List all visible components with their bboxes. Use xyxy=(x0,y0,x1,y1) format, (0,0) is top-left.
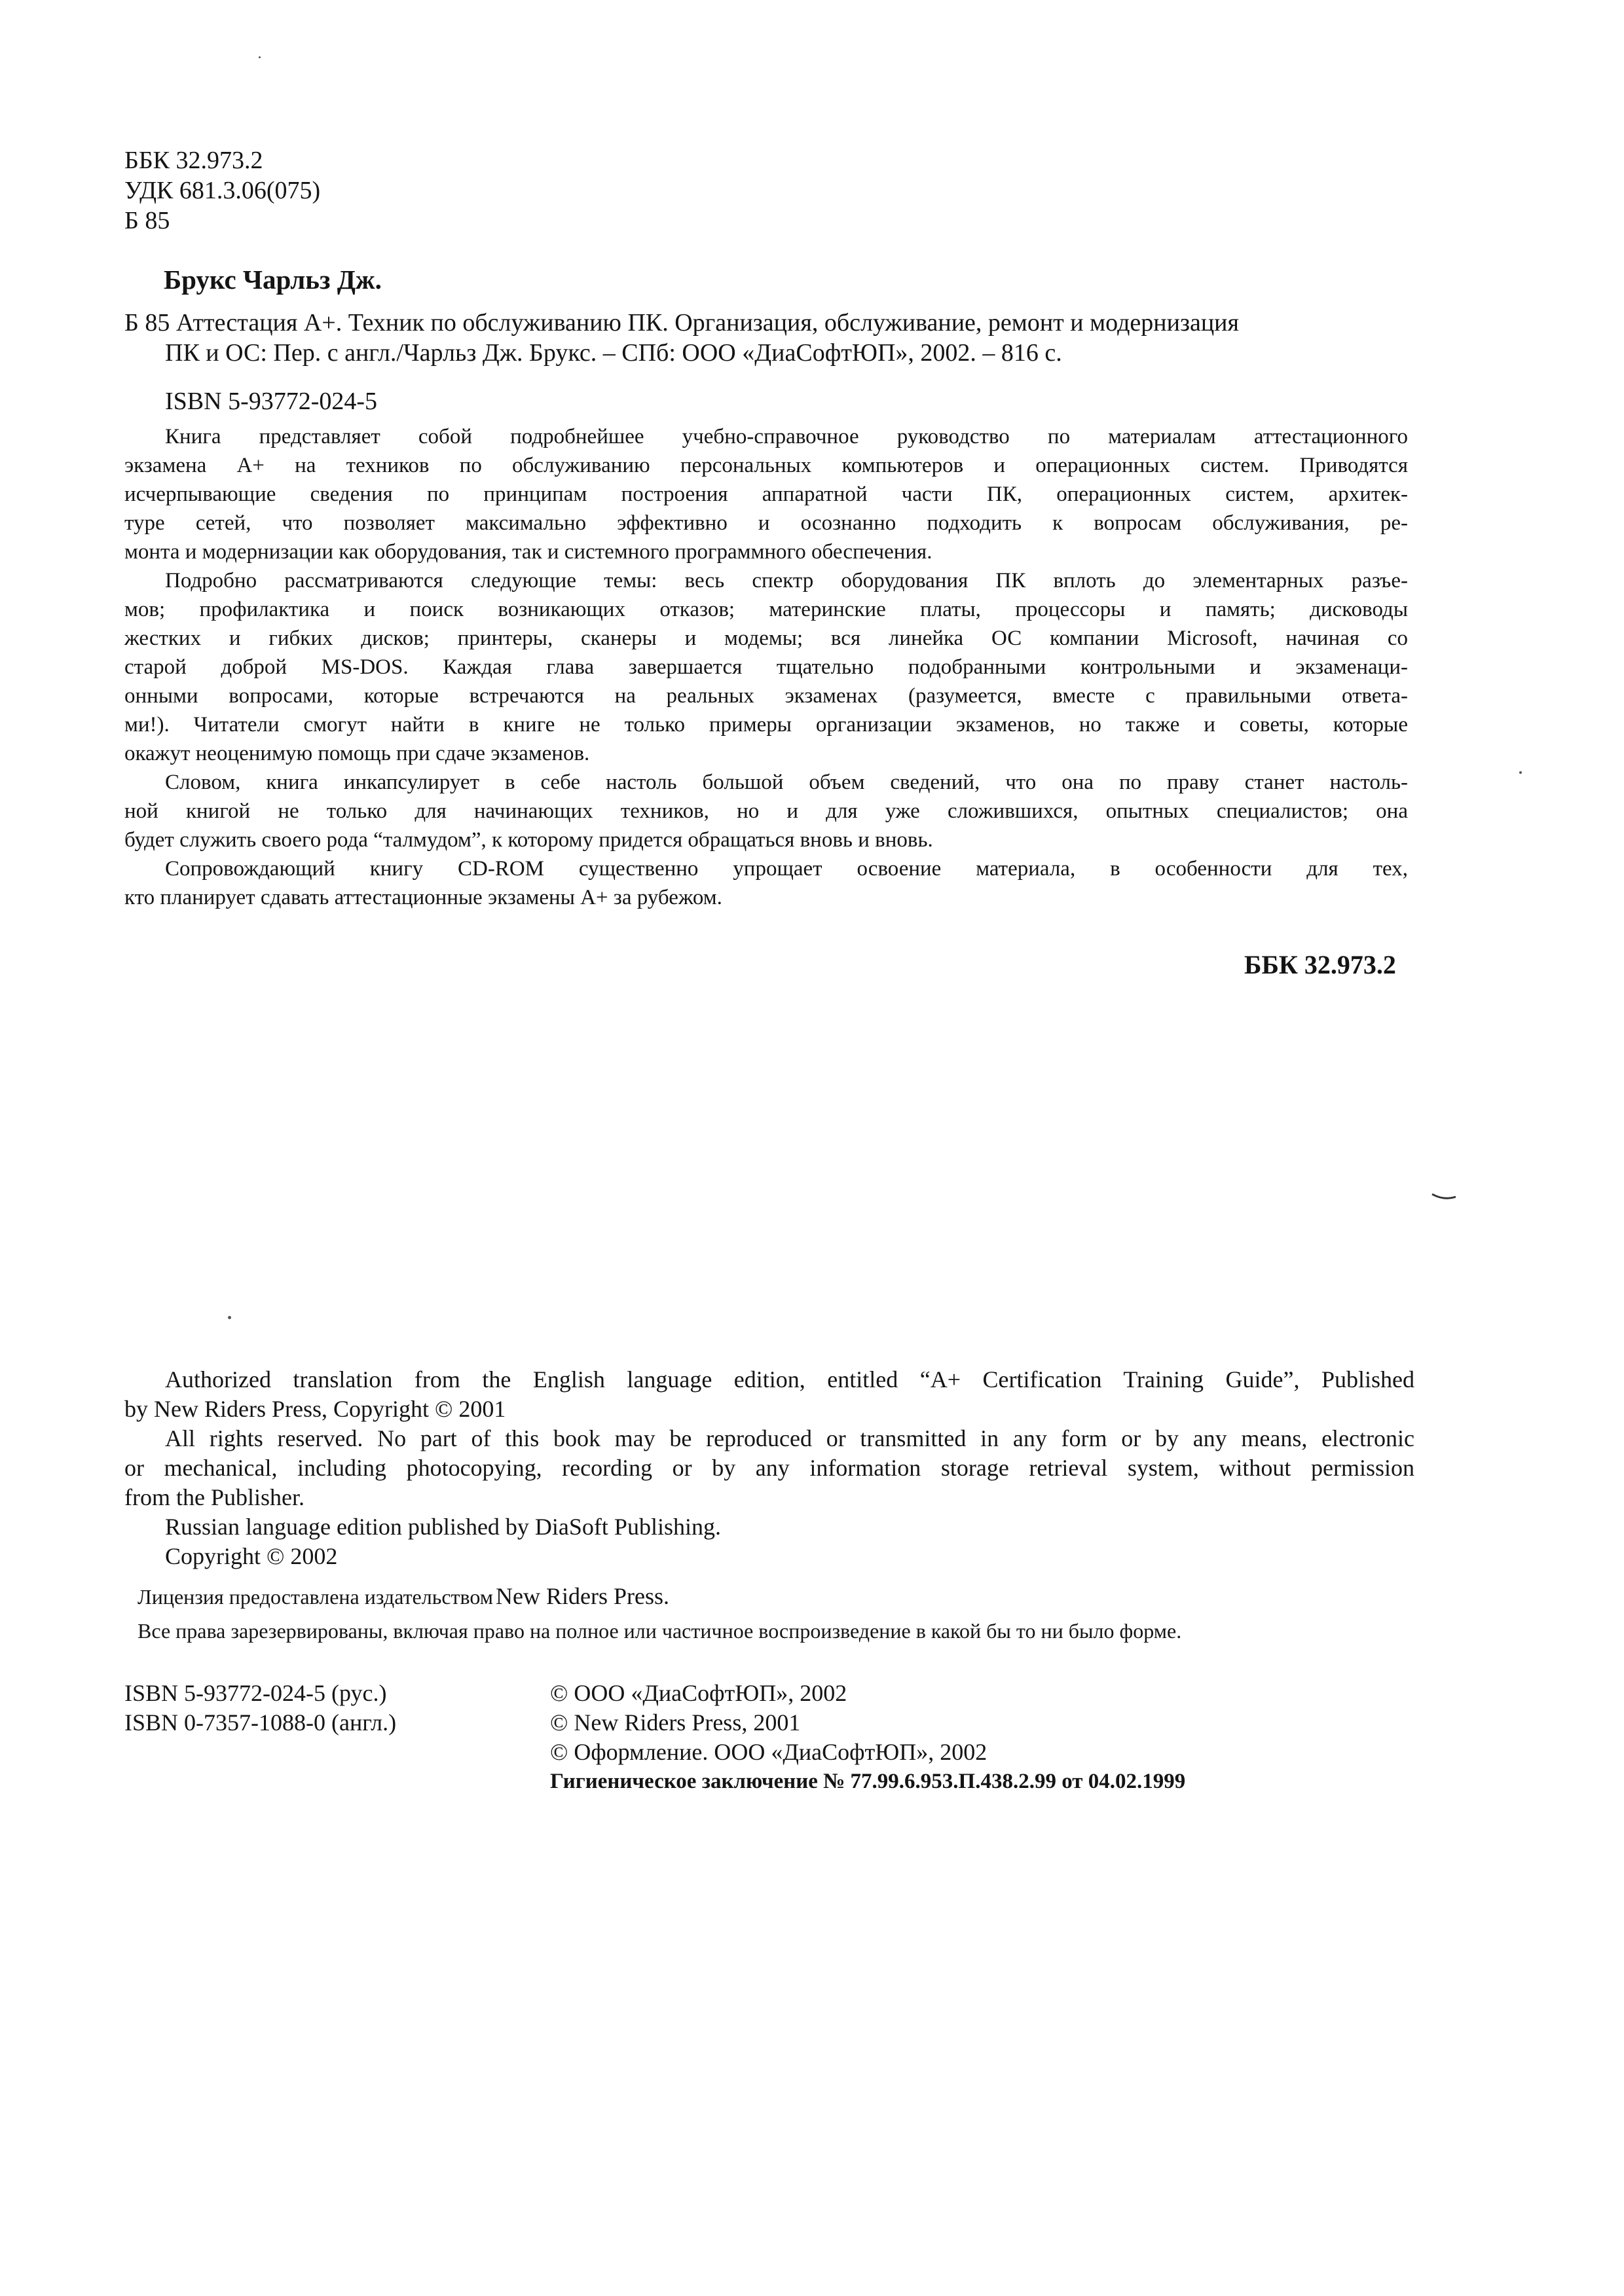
bbk-footer-code: ББК 32.973.2 xyxy=(1244,950,1396,979)
abstract-line: ной книгой не только для начинающих техников, но и для уже сложившихся, опытных специалистов; она xyxy=(124,799,1408,823)
abstract-line: мов; профилактика и поиск возникающих отказов; материнские платы, процессоры и память; дисководы xyxy=(124,598,1408,621)
notice-line: Russian language edition published by DiaSoft Publishing. xyxy=(165,1514,721,1540)
license-prefix: Лицензия предоставлена издательством xyxy=(138,1585,494,1609)
abstract-line: Книга представляет собой подробнейшее учебно-справочное руководство по материалам аттестационного xyxy=(165,425,1408,448)
udk-code: УДК 681.3.06(075) xyxy=(124,177,321,204)
abstract-line: старой доброй MS-DOS. Каждая глава завершается тщательно подобранными контрольными и экзаменаци- xyxy=(124,655,1408,679)
abstract-line: онными вопросами, которые встречаются на реальных экзаменах (разумеется, вместе с правильными ответа- xyxy=(124,684,1408,708)
rights-reserved-ru: Все права зарезервированы, включая право на полное или частичное воспроизведение в какой бы то ни было форме. xyxy=(138,1619,1182,1643)
author-mark: Б 85 xyxy=(124,207,170,234)
scan-mark xyxy=(1431,1192,1457,1201)
isbn-russian: ISBN 5-93772-024-5 (рус.) xyxy=(124,1680,387,1706)
notice-line: or mechanical, including photocopying, recording or by any information storage retrieval system, without permission xyxy=(124,1455,1414,1481)
abstract-line: экзамена А+ на техников по обслуживанию персональных компьютеров и операционных систем. Приводятся xyxy=(124,454,1408,477)
bibliographic-description xyxy=(124,308,1421,368)
abstract-line: ми!). Читатели смогут найти в книге не только примеры организации экзаменов, но также и советы, которые xyxy=(124,713,1408,737)
abstract-line: будет служить своего рода “талмудом”, к которому придется обращаться вновь и вновь. xyxy=(124,828,933,852)
copyright-design: © Оформление. ООО «ДиаСофтЮП», 2002 xyxy=(550,1739,987,1765)
author-name: Брукс Чарльз Дж. xyxy=(164,264,382,295)
copyright-new-riders: © New Riders Press, 2001 xyxy=(550,1709,801,1736)
classification-codes xyxy=(124,145,320,236)
abstract-line: Подробно рассматриваются следующие темы: весь спектр оборудования ПК вплоть до элементарных разъе- xyxy=(165,569,1408,592)
abstract-line: монта и модернизации как оборудования, так и системного программного обеспечения. xyxy=(124,540,932,564)
abstract-line: кто планирует сдавать аттестационные экзамены А+ за рубежом. xyxy=(124,886,722,909)
scan-speck xyxy=(259,56,261,58)
book-abstract xyxy=(124,422,1408,912)
isbn-list xyxy=(124,1679,396,1738)
bbk-code: ББК 32.973.2 xyxy=(124,147,263,174)
notice-line: from the Publisher. xyxy=(124,1484,304,1510)
isbn-english: ISBN 0-7357-1088-0 (англ.) xyxy=(124,1709,397,1736)
notice-line: by New Riders Press, Copyright © 2001 xyxy=(124,1396,506,1422)
copyright-list xyxy=(550,1679,1185,1796)
notice-line: Authorized translation from the English language edition, entitled “A+ Certification Training Guide”, Published xyxy=(165,1366,1414,1393)
copyright-diasoft: © ООО «ДиаСофтЮП», 2002 xyxy=(550,1680,847,1706)
hygiene-certificate: Гигиеническое заключение № 77.99.6.953.П.438.2.99 от 04.02.1999 xyxy=(550,1770,1186,1793)
abstract-line: исчерпывающие сведения по принципам построения аппаратной части ПК, операционных систем, архитек- xyxy=(124,483,1408,506)
abstract-line: туре сетей, что позволяет максимально эффективно и осознанно подходить к вопросам обслуживания, ре- xyxy=(124,511,1408,535)
notice-line: Copyright © 2002 xyxy=(165,1543,338,1569)
abstract-line: жестких и гибких дисков; принтеры, сканеры и модемы; вся линейка ОС компании Microsoft, начиная со xyxy=(124,627,1408,650)
english-copyright-notice xyxy=(124,1365,1414,1571)
license-statement xyxy=(138,1582,669,1611)
scan-speck xyxy=(228,1316,231,1319)
isbn-main: ISBN 5-93772-024-5 xyxy=(165,388,378,415)
scan-speck xyxy=(1519,771,1522,774)
license-publisher: New Riders Press. xyxy=(496,1583,670,1609)
bibliographic-line-2: ПК и ОС: Пер. с англ./Чарльз Дж. Брукс. – СПб: ООО «ДиаСофтЮП», 2002. – 816 с. xyxy=(165,339,1062,367)
notice-line: All rights reserved. No part of this book may be reproduced or transmitted in any form or by any means, electronic xyxy=(165,1425,1414,1451)
bibliographic-line-1: Б 85 Аттестация А+. Техник по обслуживанию ПК. Организация, обслуживание, ремонт и модернизация xyxy=(124,309,1239,337)
abstract-line: Словом, книга инкапсулирует в себе настоль большой объем сведений, что она по праву станет настоль- xyxy=(165,771,1408,794)
abstract-line: окажут неоценимую помощь при сдаче экзаменов. xyxy=(124,742,590,765)
abstract-line: Сопровождающий книгу CD-ROM существенно упрощает освоение материала, в особенности для тех, xyxy=(165,857,1408,881)
